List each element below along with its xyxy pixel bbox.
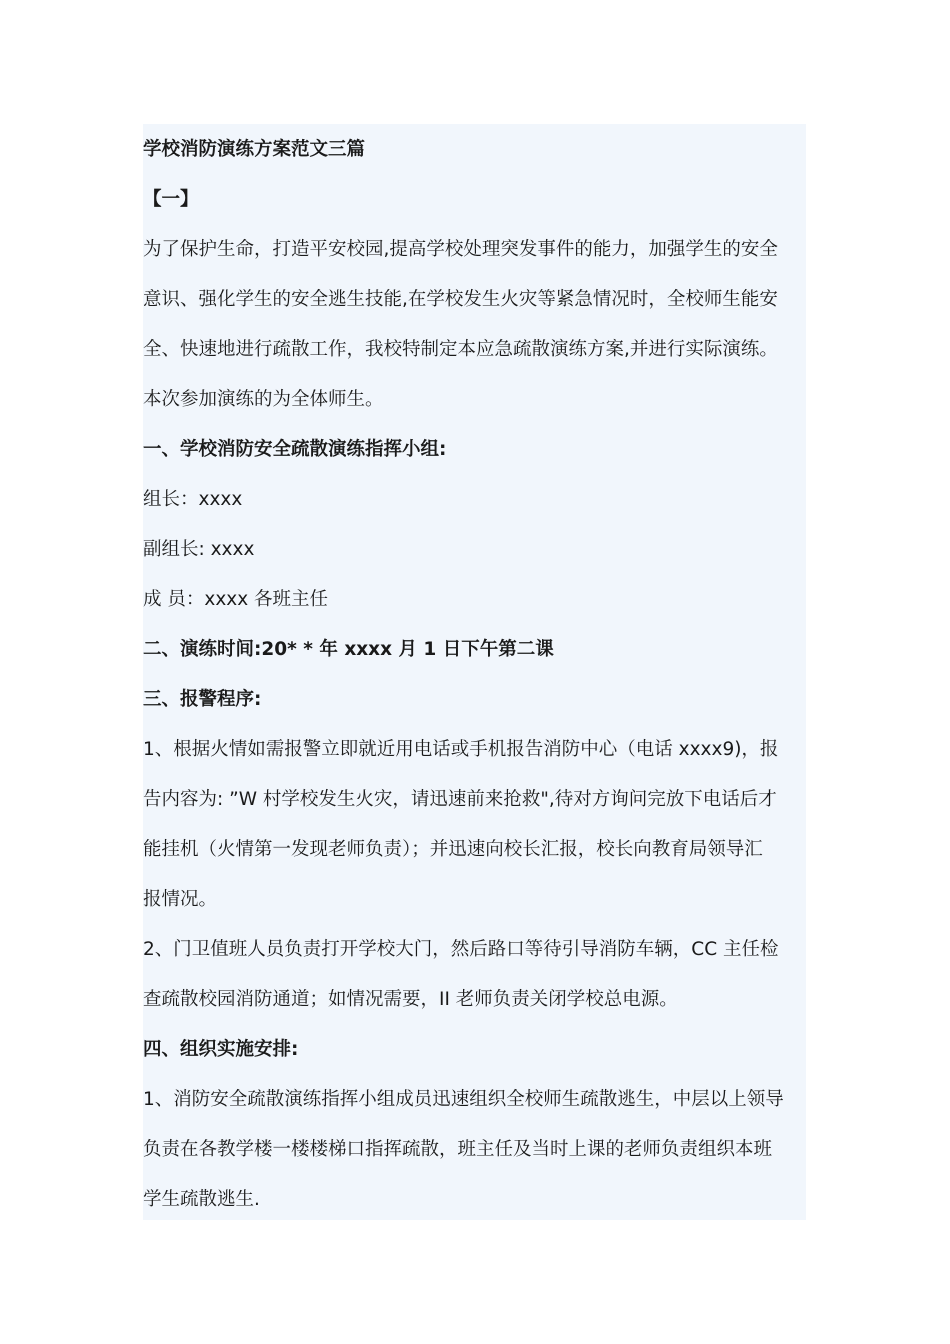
intro-line-3: 全、快速地进行疏散工作，我校特制定本应急疏散演练方案,并进行实际演练。 xyxy=(143,339,778,360)
section3-item1-line-4: 报情况。 xyxy=(143,889,218,910)
section4-heading: 四、组织实施安排: xyxy=(143,1039,299,1060)
leader-line: 组长：xxxx xyxy=(143,489,243,510)
section4-item1-line-2: 负责在各教学楼一楼楼梯口指挥疏散，班主任及当时上课的老师负责组织本班 xyxy=(143,1139,773,1160)
section4-item1-line-1: 1、消防安全疏散演练指挥小组成员迅速组织全校师生疏散逃生，中层以上领导 xyxy=(143,1089,784,1110)
intro-line-2: 意识、强化学生的安全逃生技能,在学校发生火灾等紧急情况时，全校师生能安 xyxy=(143,289,778,310)
section3-heading: 三、报警程序: xyxy=(143,689,262,710)
section2-heading: 二、演练时间:20* * 年 xxxx 月 1 日下午第二课 xyxy=(143,639,554,660)
section3-item1-line-1: 1、根据火情如需报警立即就近用电话或手机报告消防中心（电话 xxxx9)，报 xyxy=(143,739,779,760)
section3-item1-line-3: 能挂机（火情第一发现老师负责）；并迅速向校长汇报，校长向教育局领导汇 xyxy=(143,839,763,860)
section3-item2-line-2: 查疏散校园消防通道；如情况需要，II 老师负责关闭学校总电源。 xyxy=(143,989,678,1010)
intro-line-4: 本次参加演练的为全体师生。 xyxy=(143,389,384,410)
document-content xyxy=(143,124,806,1220)
document-title: 学校消防演练方案范文三篇 xyxy=(143,139,366,160)
section3-item1-line-2: 告内容为: ”W 村学校发生火灾，请迅速前来抢救",待对方询问完放下电话后才 xyxy=(143,789,777,810)
members-line: 成 员：xxxx 各班主任 xyxy=(143,589,329,610)
section3-item2-line-1: 2、门卫值班人员负责打开学校大门，然后路口等待引导消防车辆，CC 主任检 xyxy=(143,939,779,960)
intro-line-1: 为了保护生命，打造平安校园,提高学校处理突发事件的能力，加强学生的安全 xyxy=(143,239,778,260)
section1-heading: 一、学校消防安全疏散演练指挥小组: xyxy=(143,439,447,460)
deputy-line: 副组长: xxxx xyxy=(143,539,255,560)
section4-item1-line-3: 学生疏散逃生. xyxy=(143,1189,260,1210)
part-label: 【一】 xyxy=(143,189,199,210)
